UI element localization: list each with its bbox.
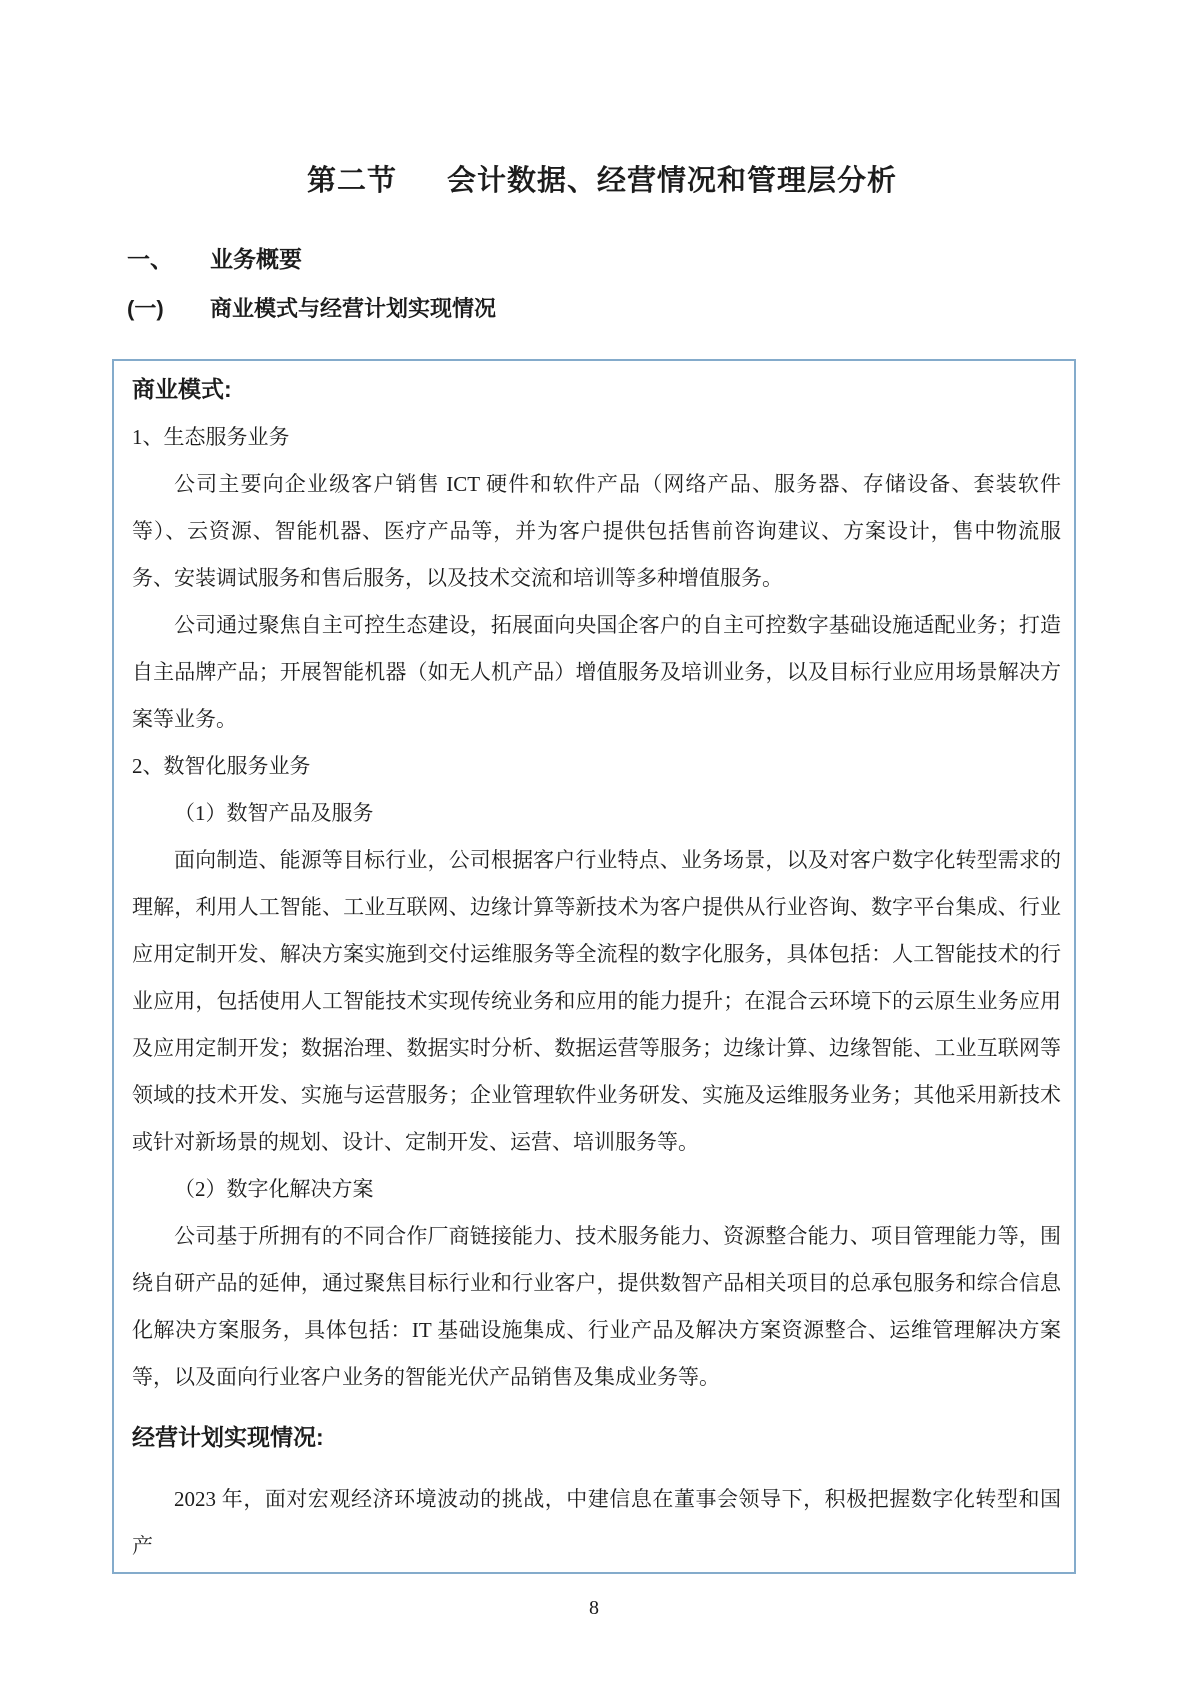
paragraph-operating-plan: 2023 年，面对宏观经济环境波动的挑战，中建信息在董事会领导下，积极把握数字化转型和国产 (132, 1487, 1061, 1558)
section-title: 会计数据、经营情况和管理层分析 (447, 165, 898, 197)
business-model-heading: 商业模式: (132, 376, 232, 402)
list-item-digital-service: 2、数智化服务业务 (132, 754, 311, 778)
page-title (112, 163, 1092, 199)
heading-level1-number: 一、 (127, 246, 173, 272)
paragraph-digital-solutions: 公司基于所拥有的不同合作厂商链接能力、技术服务能力、资源整合能力、项目管理能力等，围绕自研产品的延伸，通过聚焦目标行业和行业客户，提供数智产品相关项目的总承包服务和综合信息化解决方案服务，具体包括：IT 基础设施集成、行业产品及解决方案资源整合、运维管理解决方案等，以及面向行业客户业务的智能光伏产品销售及集成业务等。 (132, 1224, 1061, 1389)
heading-level2-text: 商业模式与经营计划实现情况 (210, 296, 497, 321)
heading-level2-number: (一) (127, 296, 164, 321)
page-number: 8 (589, 1597, 599, 1619)
heading-level1 (127, 244, 1092, 274)
heading-level2 (127, 295, 1092, 323)
subitem-digital-products: （1）数智产品及服务 (174, 801, 374, 825)
paragraph-eco-service-2: 公司通过聚焦自主可控生态建设，拓展面向央国企客户的自主可控数字基础设施适配业务；打造自主品牌产品；开展智能机器（如无人机产品）增值服务及培训业务，以及目标行业应用场景解决方案等业务。 (132, 613, 1061, 731)
list-item-eco-service: 1、生态服务业务 (132, 425, 290, 449)
subitem-digital-solutions: （2）数字化解决方案 (174, 1177, 374, 1201)
paragraph-eco-service-1: 公司主要向企业级客户销售 ICT 硬件和软件产品（网络产品、服务器、存储设备、套装软件等）、云资源、智能机器、医疗产品等，并为客户提供包括售前咨询建议、方案设计，售中物流服务、安装调试服务和售后服务，以及技术交流和培训等多种增值服务。 (132, 472, 1061, 590)
section-number: 第二节 (306, 165, 397, 197)
heading-level1-text: 业务概要 (210, 246, 302, 272)
business-model-box (112, 359, 1076, 1574)
paragraph-digital-products: 面向制造、能源等目标行业，公司根据客户行业特点、业务场景，以及对客户数字化转型需求的理解，利用人工智能、工业互联网、边缘计算等新技术为客户提供从行业咨询、数字平台集成、行业应用定制开发、解决方案实施到交付运维服务等全流程的数字化服务，具体包括：人工智能技术的行业应用，包括使用人工智能技术实现传统业务和应用的能力提升；在混合云环境下的云原生业务应用及应用定制开发；数据治理、数据实时分析、数据运营等服务；边缘计算、边缘智能、工业互联网等领域的技术开发、实施与运营服务；企业管理软件业务研发、实施及运维服务业务；其他采用新技术或针对新场景的规划、设计、定制开发、运营、培训服务等。 (132, 848, 1061, 1154)
operating-plan-heading: 经营计划实现情况: (132, 1424, 324, 1450)
